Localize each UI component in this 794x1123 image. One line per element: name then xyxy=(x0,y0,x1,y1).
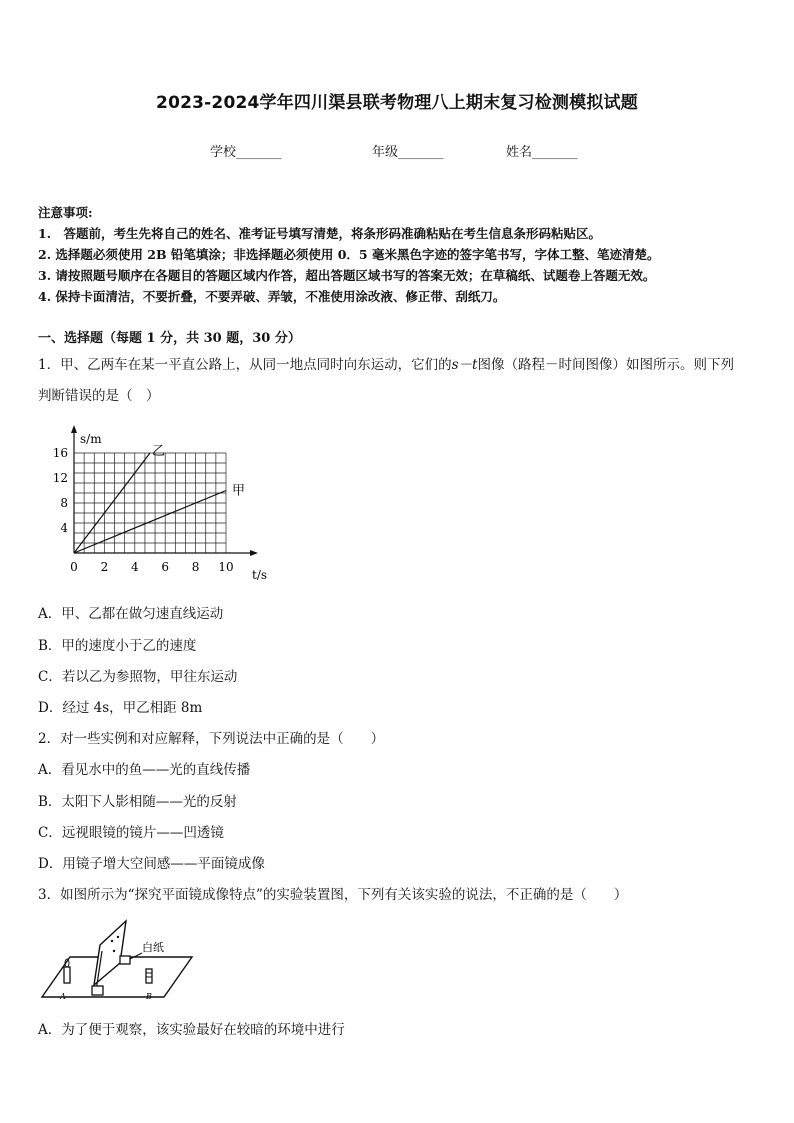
x-axis-label: t/s xyxy=(252,568,268,582)
y-tick-label: 4 xyxy=(60,521,68,535)
name-field: 姓名_______ xyxy=(506,145,578,160)
question-1-stem-suffix: 图像（路程－时间图像）如图所示。则下列 xyxy=(477,357,734,373)
y-tick-label: 12 xyxy=(52,471,68,485)
question-1-stem-prefix: 1．甲、乙两车在某一平直公路上，从同一地点同时向东运动，它们的 xyxy=(38,357,452,373)
x-tick-label: 6 xyxy=(161,560,170,574)
mirror-experiment-figure xyxy=(38,915,198,1005)
x-axis-arrow-icon xyxy=(250,550,258,556)
notice-item-4: 4. 保持卡面清洁，不要折叠，不要弄破、弄皱，不准使用涂改液、修正带、刮纸刀。 xyxy=(38,289,506,304)
st-graph xyxy=(44,418,284,588)
y-axis-label: s/m xyxy=(80,432,102,446)
question-2-option-a: A．看见水中的鱼——光的直线传播 xyxy=(38,762,251,778)
student-info-row xyxy=(0,141,794,161)
point-b-label: B xyxy=(146,992,152,1001)
series-line-jia xyxy=(74,491,226,554)
series-label-yi: 乙 xyxy=(152,444,166,459)
candle-a xyxy=(64,967,70,983)
question-3-option-a: A．为了便于观察，该实验最好在较暗的环境中进行 xyxy=(38,1022,345,1038)
y-tick-label: 16 xyxy=(52,446,68,460)
series-label-jia: 甲 xyxy=(232,483,246,499)
white-paper-label: 白纸 xyxy=(142,941,164,954)
notice-item-3: 3. 请按照题号顺序在各题目的答题区域内作答，超出答题区域书写的答案无效；在草稿纸、试题卷上答题无效。 xyxy=(38,268,656,283)
y-tick-label: 8 xyxy=(60,496,68,510)
x-tick-label: 8 xyxy=(191,560,200,574)
question-1-option-b: B．甲的速度小于乙的速度 xyxy=(38,638,197,654)
question-2-option-d: D．用镜子增大空间感——平面镜成像 xyxy=(38,856,265,872)
question-2-option-b: B．太阳下人影相随——光的反射 xyxy=(38,794,237,810)
label-leader-line xyxy=(130,953,142,959)
question-3-stem: 3．如图所示为“探究平面镜成像特点”的实验装置图，下列有关该实验的说法，不正确的是（ ） xyxy=(38,887,628,903)
question-1-option-c: C．若以乙为参照物，甲往东运动 xyxy=(38,669,238,685)
question-1-option-a: A．甲、乙都在做匀速直线运动 xyxy=(38,606,224,622)
plate-dot xyxy=(113,950,115,952)
question-2-stem: 2．对一些实例和对应解释，下列说法中正确的是（ ） xyxy=(38,731,385,747)
point-a-label: A xyxy=(60,992,66,1001)
question-2-option-c: C．远视眼镜的镜片——凹透镜 xyxy=(38,825,224,841)
notice-item-2: 2. 选择题必须使用 2B 铅笔填涂；非选择题必须使用 0．5 毫米黑色字迹的签字笔书写，字体工整、笔迹清楚。 xyxy=(38,247,660,262)
y-axis-arrow-icon xyxy=(71,425,77,433)
grade-field: 年级_______ xyxy=(372,145,444,160)
x-tick-label: 10 xyxy=(218,560,234,574)
question-1-option-d: D．经过 4s，甲乙相距 8m xyxy=(38,700,203,716)
plate-dot xyxy=(111,940,113,942)
notice-item-1: 1. 答题前，考生先将自己的姓名、准考证号填写清楚，将条形码准确粘贴在考生信息条形码粘贴区。 xyxy=(38,226,602,241)
x-tick-label: 2 xyxy=(100,560,109,574)
plate-dot xyxy=(117,936,119,938)
notice-heading: 注意事项: xyxy=(38,205,93,220)
candle-b xyxy=(146,969,152,983)
question-1-stem-line1 xyxy=(38,353,734,373)
page-title: 2023-2024学年四川渠县联考物理八上期末复习检测模拟试题 xyxy=(156,93,638,113)
school-field: 学校_______ xyxy=(210,145,282,160)
plate-clamp xyxy=(92,986,103,995)
x-tick-label: 4 xyxy=(130,560,139,574)
x-tick-label: 0 xyxy=(70,560,78,574)
section-title: 一、选择题（每题 1 分，共 30 题，30 分） xyxy=(38,331,301,346)
plate-clamp xyxy=(120,956,130,964)
question-1-stem-line2: 判断错误的是（ ） xyxy=(38,388,160,404)
question-1-variable: s－t xyxy=(451,357,478,373)
